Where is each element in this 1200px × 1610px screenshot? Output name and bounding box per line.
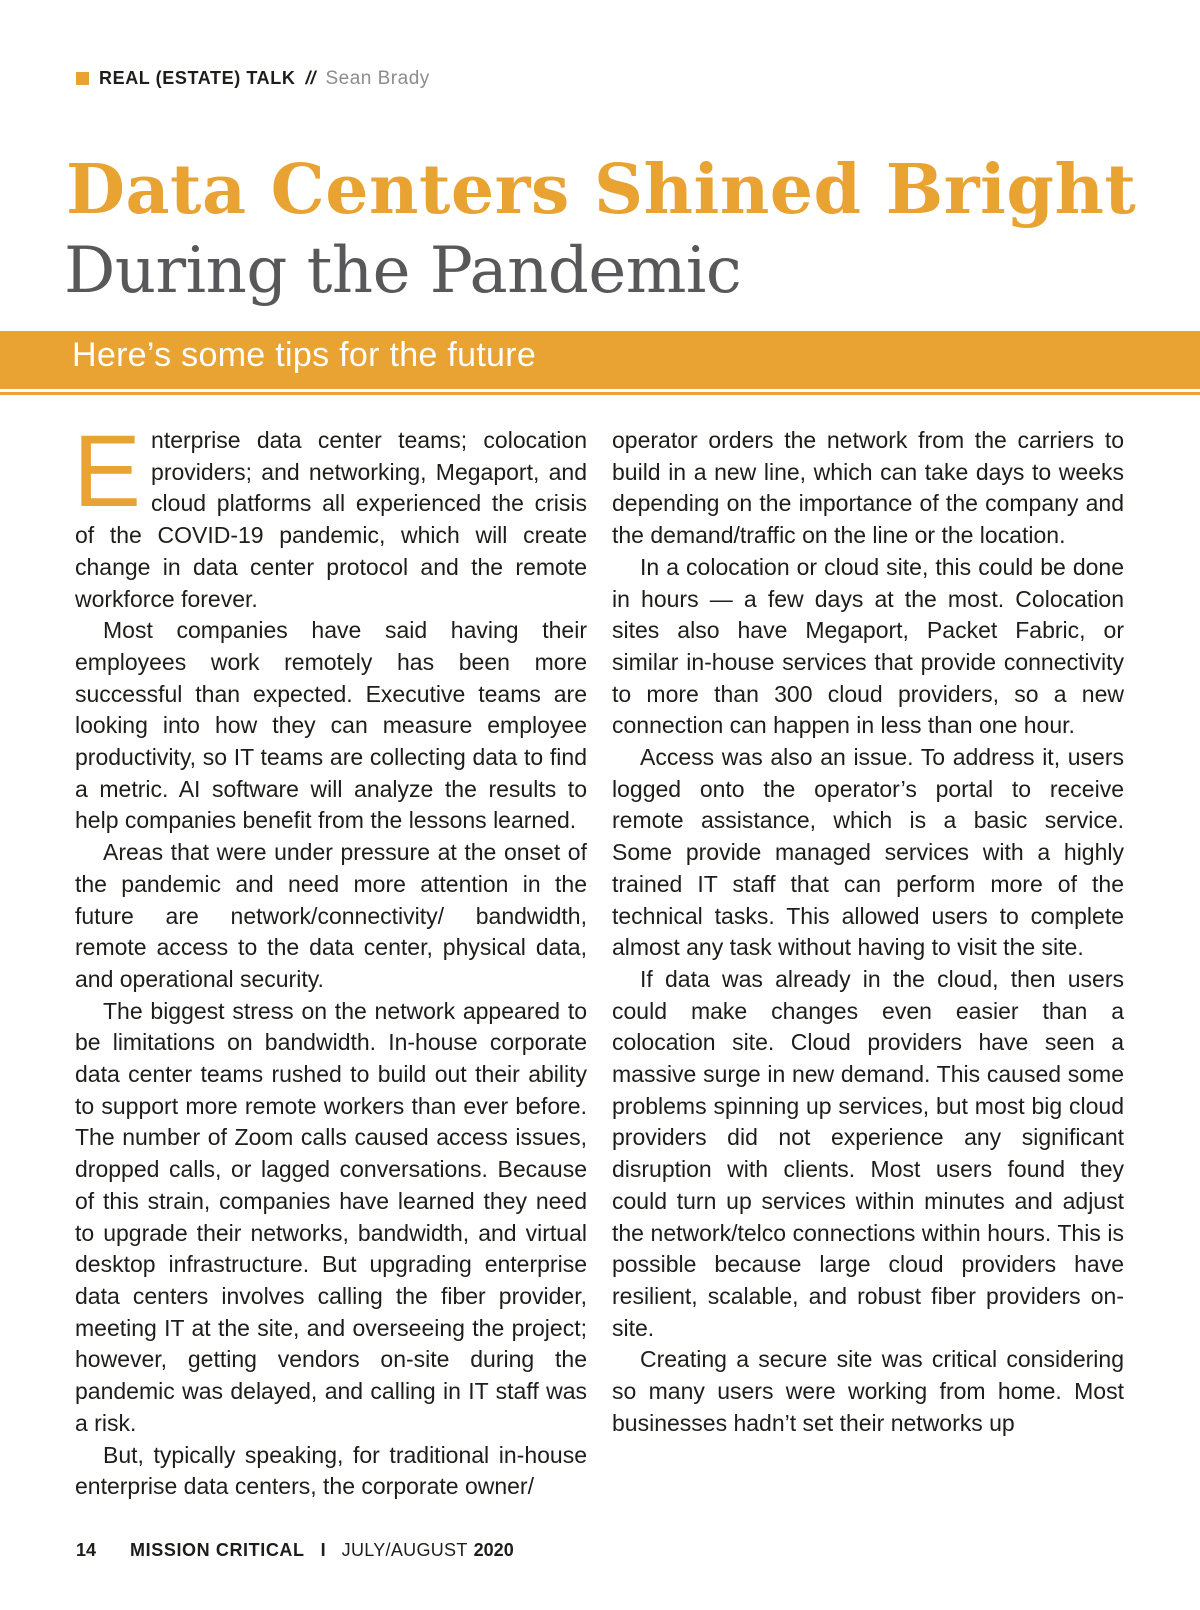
paragraph: Creating a secure site was critical considering so many users were working from home. Most businesses hadn’t set their networks up xyxy=(612,1346,1124,1436)
magazine-name: MISSION CRITICAL xyxy=(130,1540,305,1560)
paragraph-text: nterprise data center teams; colocation providers; and networking, Megaport, and cloud platforms all experienced the crisis of the COVID-19 pandemic, which will create change in data center protocol and the remote workforce forever. xyxy=(75,427,587,612)
page-number: 14 xyxy=(76,1540,97,1560)
headline-line-1: Data Centers Shined Bright xyxy=(66,150,1137,230)
footer-separator: I xyxy=(320,1540,326,1560)
issue-date: JULY/AUGUST xyxy=(341,1540,468,1560)
paragraph: operator orders the network from the carriers to build in a new line, which can take days to weeks depending on the importance of the company and the demand/traffic on the line or the location. xyxy=(612,427,1124,549)
paragraph xyxy=(73,414,587,615)
paragraph: Access was also an issue. To address it, users logged onto the operator’s portal to receive remote assistance, which is a basic service. Some provide managed services with a highly trained IT staff that can perform more of the technical tasks. This allowed users to complete almost any task without having to visit the site. xyxy=(612,744,1124,961)
paragraph: The biggest stress on the network appeared to be limitations on bandwidth. In-house corporate data center teams rushed to build out their ability to support more remote workers than ever before. The number of Zoom calls caused access issues, dropped calls, or lagged conversations. Because of this strain, companies have learned they need to upgrade their networks, bandwidth, and virtual desktop infrastructure. But upgrading enterprise data centers involves calling the fiber provider, meeting IT at the site, and overseeing the project; however, getting vendors on-site during the pandemic was delayed, and calling in IT staff was a risk. xyxy=(75,997,587,1436)
headline-line-2: During the Pandemic xyxy=(64,234,742,308)
section-marker-icon xyxy=(76,72,89,85)
paragraph: In a colocation or cloud site, this could be done in hours — a few days at the most. Colocation sites also have Megaport, Packet Fabric, or similar in-house services that provide connectivity to more than 300 cloud providers, so a new connection can happen in less than one hour. xyxy=(612,553,1124,739)
paragraph: But, typically speaking, for traditional in-house enterprise data centers, the corporate owner/ xyxy=(75,1441,587,1500)
paragraph: Most companies have said having their employees work remotely has been more successful than expected. Executive teams are looking into how they can measure employee productivity, so IT teams are collecting data to find a metric. AI software will analyze the results to help companies benefit from the lessons learned. xyxy=(75,617,587,834)
subtitle-rule xyxy=(0,392,1200,395)
section-label: REAL (ESTATE) TALK xyxy=(99,68,296,88)
page-footer xyxy=(76,1540,514,1561)
issue-year: 2020 xyxy=(473,1540,514,1560)
header-separator: // xyxy=(305,68,316,88)
drop-cap: E xyxy=(73,414,142,528)
article-column-1 xyxy=(73,414,587,1503)
author-name: Sean Brady xyxy=(325,68,430,89)
paragraph: If data was already in the cloud, then users could make changes even easier than a colocation site. Cloud providers have seen a massive surge in new demand. This caused some problems spinning up services, but most big cloud providers did not experience any significant disruption with clients. Most users found they could turn up services within minutes and adjust the network/telco connections within hours. This is possible because large cloud providers have resilient, scalable, and robust fiber providers on-site. xyxy=(612,965,1124,1341)
article-column-2 xyxy=(612,425,1124,1440)
paragraph: Areas that were under pressure at the onset of the pandemic and need more attention in the future are network/connectivity/ bandwidth, remote access to the data center, physical data, and operational security. xyxy=(75,839,587,992)
subtitle: Here’s some tips for the future xyxy=(72,336,537,374)
section-header xyxy=(76,68,430,90)
